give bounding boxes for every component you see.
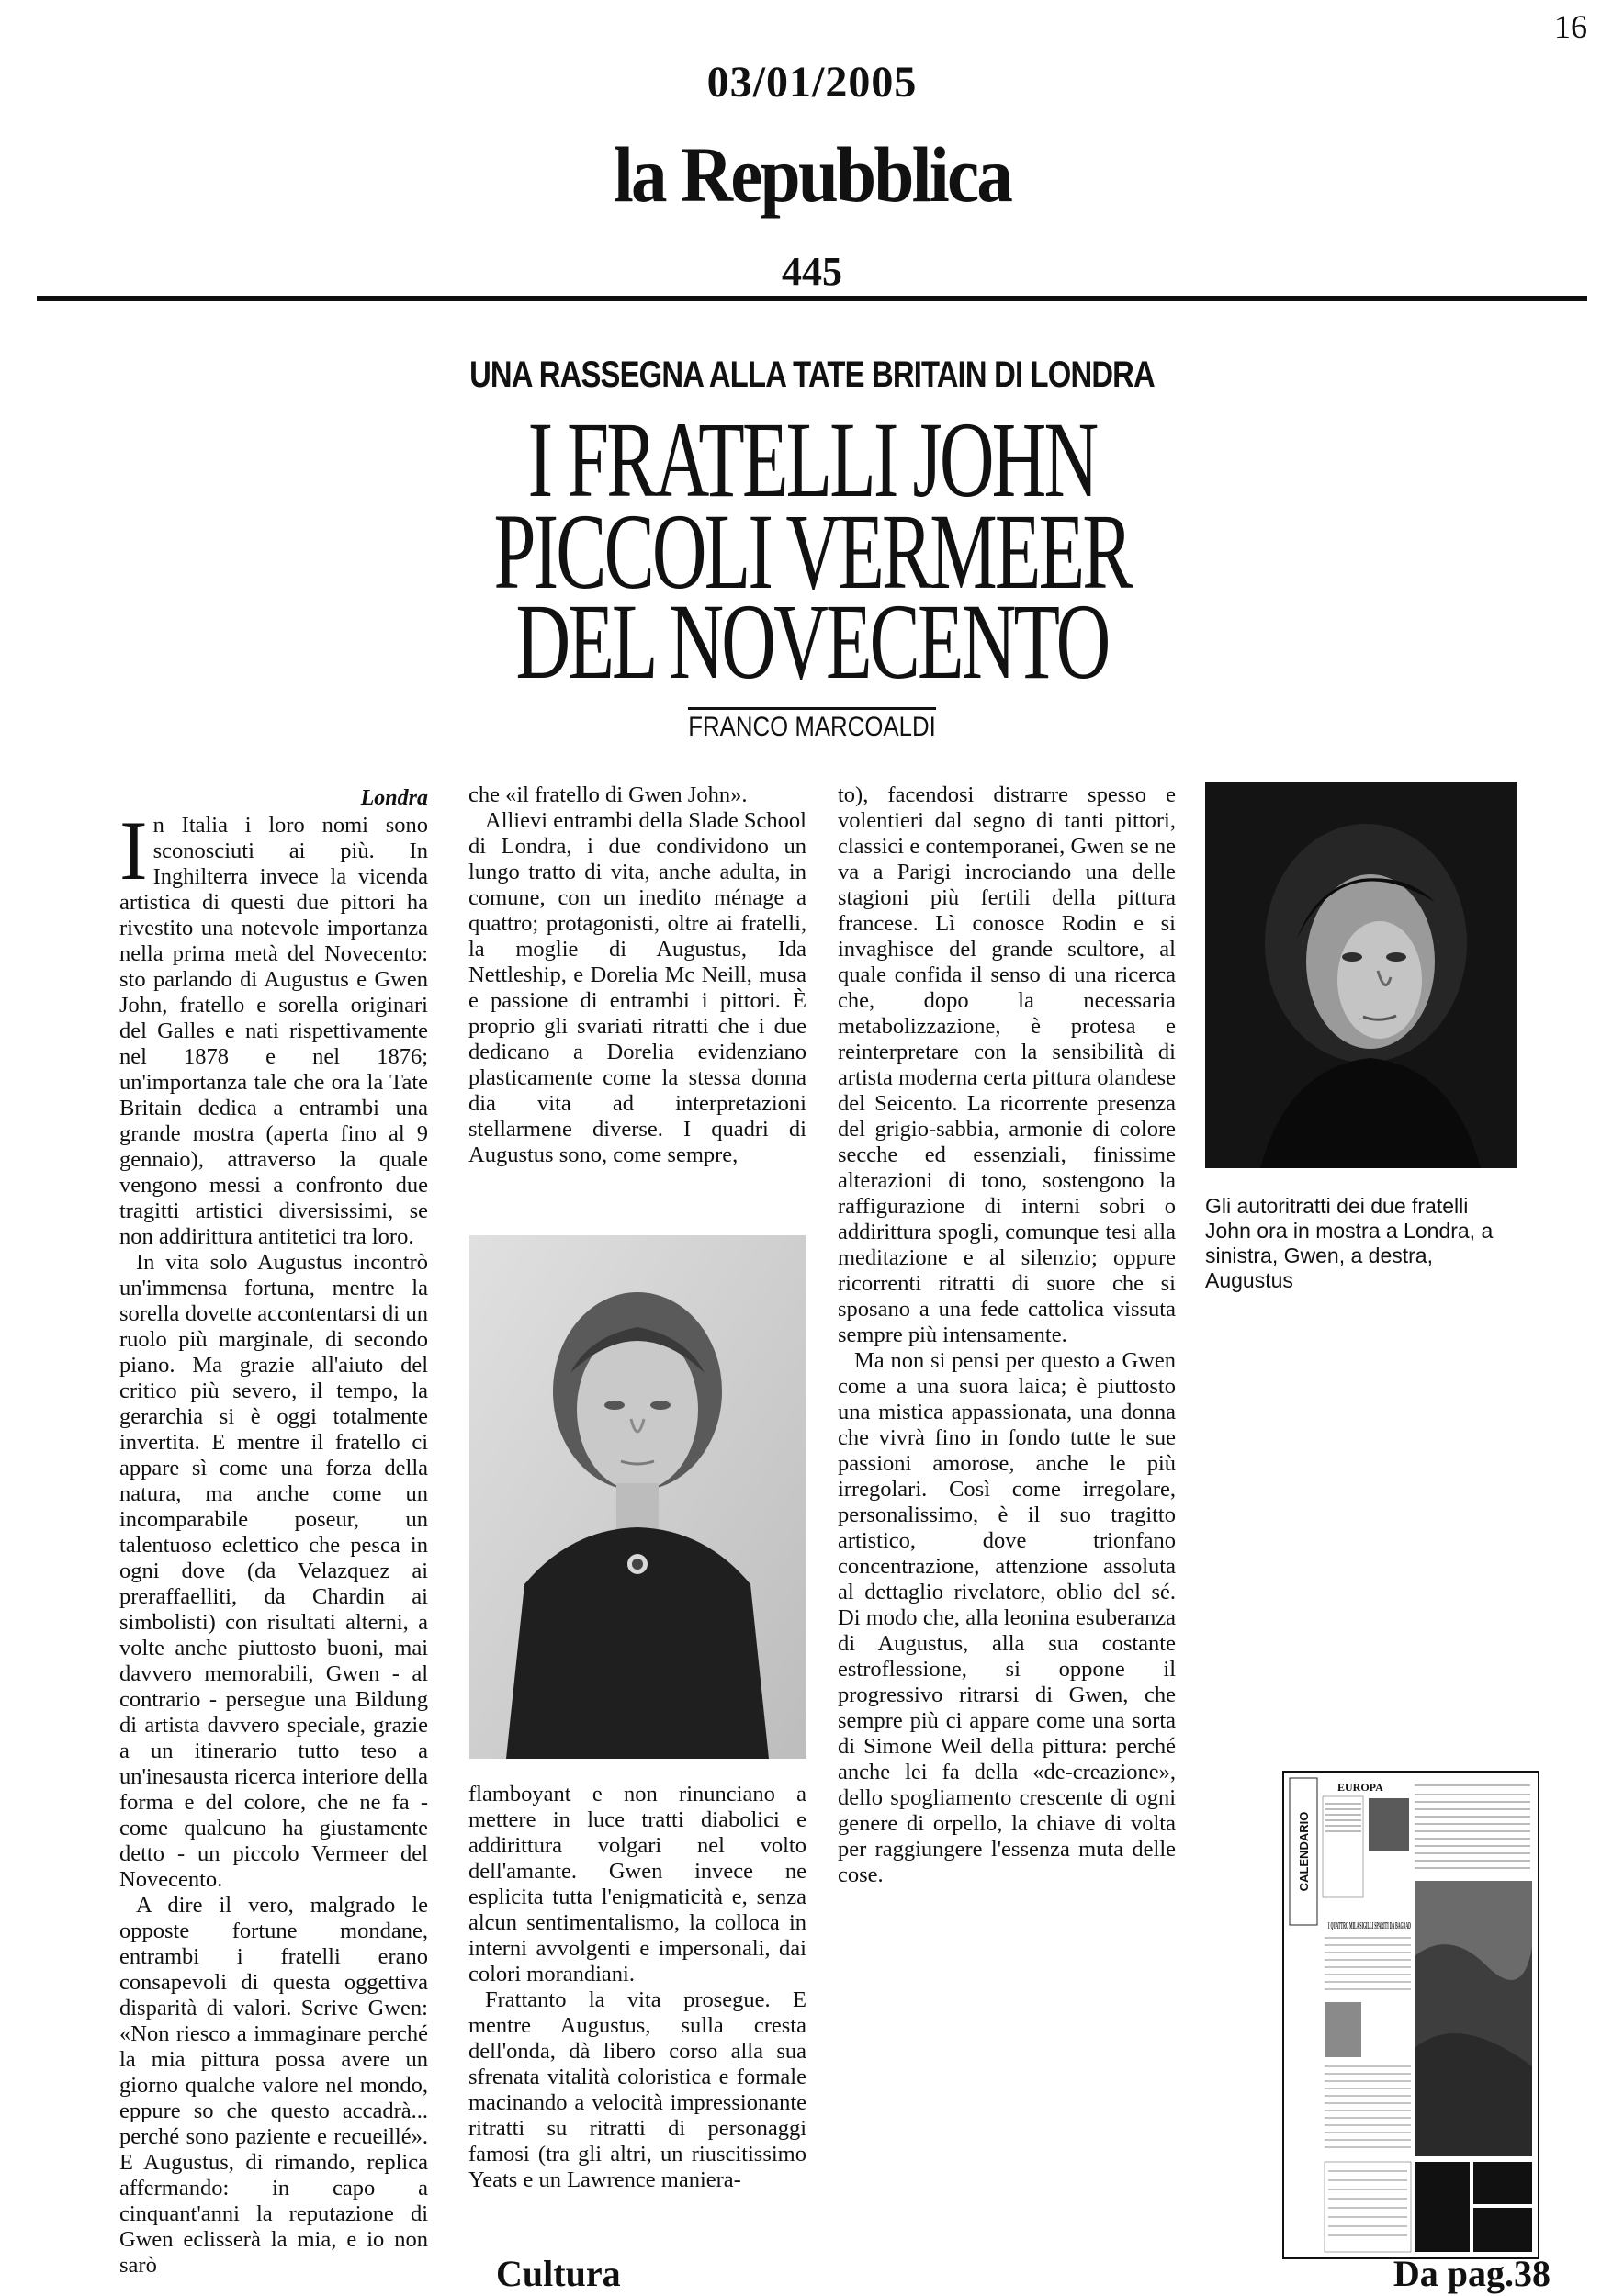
gwen-john-portrait — [469, 1235, 806, 1759]
thumbnail-section: EUROPA — [1337, 1781, 1383, 1794]
paragraph — [119, 804, 428, 1250]
portrait-illustration — [1205, 782, 1517, 1168]
headline-line-2: PICCOLI VERMEER — [493, 491, 1131, 612]
article-kicker: UNA RASSEGNA ALLA TATE BRITAIN DI LONDRA — [469, 355, 1155, 395]
article-column-2-top — [468, 782, 806, 1168]
paragraph: Ma non si pensi per questo a Gwen come a una suora laica; è piuttosto una mistica appassionata, una donna che vivrà fino in fondo tutte le sue passioni amorose, anche le più irregolari. Così come irregolare, personalissimo, è il suo tragitto artistico, dove trionfano concentrazione, attenzione assoluta al dettaglio rivelatore, oblio del sé. Di modo che, alla leonina esuberanza di Augustus, alla sua costante estroflessione, si oppone il progressivo ritrarsi di Gwen, che sempre più ci appare come una sorta di Simone Weil della pittura: perché anche lei fa della «de-creazione», dello spogliamento crescente di ogni genere di orpello, la chiave di volta per raggiungere l'essenza muta delle cose. — [838, 1348, 1176, 1887]
header-divider — [37, 296, 1587, 301]
article-column-3 — [838, 782, 1176, 1888]
portrait-illustration — [469, 1235, 806, 1759]
paragraph: flamboyant e non rinunciano a mettere in luce tratti diabolici e addirittura volgari nel volto dell'amante. Gwen invece ne esplicita tutta l'enigmaticità e, senza alcun sentimentalismo, la colloca in interni avvolgenti e impersonali, dai colori morandiani. — [468, 1782, 806, 1986]
photo-caption: Gli autoritratti dei due fratelli John ora in mostra a Londra, a sinistra, Gwen, a destra, Augustus — [1205, 1194, 1494, 1292]
thumbnail-tab: CALENDARIO — [1297, 1811, 1311, 1892]
publication-date: 03/01/2005 — [706, 58, 918, 107]
issue-number: 445 — [782, 249, 842, 294]
thumbnail-illustration — [1284, 1773, 1538, 2257]
byline — [114, 712, 1510, 743]
headline-line-1: I FRATELLI JOHN — [527, 400, 1097, 520]
headline-line-3: DEL NOVECENTO — [515, 581, 1109, 702]
paragraph: to), facendosi distrarre spesso e volentieri dal segno di tanti pittori, classici e contemporanei, Gwen se ne va a Parigi incrociando una delle stagioni più fertili della pittura francese. Lì conosce Rodin e si invaghisce del grande scultore, al quale confida il senso di una ricerca che, dopo la necessaria metabolizzazione, è protesa e reinterpretare con la sensibilità di artista moderna certa pittura olandese del Seicento. La ricorrente presenza del grigio-sabbia, armonie di colore secche ed essenziali, finissime alterazioni di tono, sostengono la raffigurazione di interni sobri o addirittura spogli, comunque tesi alla meditazione e al silenzio; oppure ricorrenti ritratti di suore che si sposano a una fede cattolica vissuta sempre più intensamente. — [838, 782, 1176, 1347]
page-number: 16 — [1554, 8, 1587, 45]
newspaper-masthead: la Repubblica — [613, 130, 1011, 219]
author-name: FRANCO MARCOALDI — [688, 707, 935, 742]
article-column-1 — [119, 785, 428, 2279]
thumbnail-headline: I QUATTRO MILA SIGILLI SPARITI DA BAGDAD — [1328, 1921, 1411, 1931]
paragraph: che «il fratello di Gwen John». — [468, 782, 748, 807]
page-thumbnail — [1282, 1771, 1539, 2259]
paragraph: Allievi entrambi della Slade School di Londra, i due condividono un lungo tratto di vita, anche adulta, in comune, con un inedito ménage a quattro; protagonisti, oltre ai fratelli, la moglie di Augustus, Ida Nettleship, e Dorelia Mc Neill, musa e passione di entrambi i pittori. È proprio gli svariati ritratti che i due dedicano a Dorelia evidenziano plasticamente come la stessa donna dia vita ad interpretazioni stellarmene diverse. I quadri di Augustus sono, come sempre, — [468, 808, 806, 1167]
dateline: Londra — [360, 786, 428, 810]
page-reference: Da pag.38 — [1393, 2253, 1551, 2294]
paragraph: In vita solo Augustus incontrò un'immensa fortuna, mentre la sorella dovette accontentarsi di un ruolo più marginale, di secondo piano. Ma grazie all'aiuto del critico più severo, il tempo, la gerarchia si è oggi totalmente invertita. E mentre il fratello ci appare sì come una forza della natura, ma anche come un incomparabile poseur, un talentuoso eclettico che pesca in ogni dove (da Velazquez ai preraffaelliti, da Chardin ai simbolisti) con risultati alterni, a volte anche piuttosto buoni, mai davvero memorabili, Gwen - al contrario - persegue una Bildung di artista davvero speciale, grazie a un itinerario tutto teso a un'inesausta ricerca interiore della forma e del colore, che ne fa - come qualcuno ha giustamente detto - un piccolo Vermeer del Novecento. — [119, 1250, 428, 1892]
section-label: Cultura — [496, 2253, 621, 2294]
drop-cap: I — [119, 804, 148, 897]
article-column-2-bottom — [468, 1782, 806, 2193]
paragraph: Frattanto la vita prosegue. E mentre Augustus, sulla cresta dell'onda, dà libero corso alla sua sfrenata vitalità coloristica e formale macinando a velocità impressionante ritratti su ritratti di personaggi famosi (tra gli altri, un riuscitissimo Yeats e un Lawrence maniera- — [468, 1987, 806, 2192]
paragraph: A dire il vero, malgrado le opposte fortune mondane, entrambi i fratelli erano consapevoli di questa oggettiva disparità di valori. Scrive Gwen: «Non riesco a immaginare perché la mia pittura possa avere un giorno qualche valore nel mondo, eppure so che questo accadrà... perché sono paziente e recueillé». E Augustus, di rimando, replica affermando: in capo a cinquant'anni la reputazione di Gwen eclisserà la mia, e io non sarò — [119, 1893, 428, 2278]
paragraph-text: n Italia i loro nomi sono sconosciuti ai più. In Inghilterra invece la vicenda artistica di questi due pittori ha rivestito una notevole importanza nella prima metà del Novecento: sto parlando di Augustus e Gwen John, fratello e sorella originari del Galles e nati rispettivamente nel 1878 e nel 1876; un'importanza tale che ora la Tate Britain dedica a entrambi una grande mostra (aperta fino al 9 gennaio), attraverso la quale vengono messi a confronto due tragitti artistici diversissimi, se non addirittura antitetici tra loro. — [119, 813, 428, 1249]
augustus-john-portrait — [1205, 782, 1517, 1168]
